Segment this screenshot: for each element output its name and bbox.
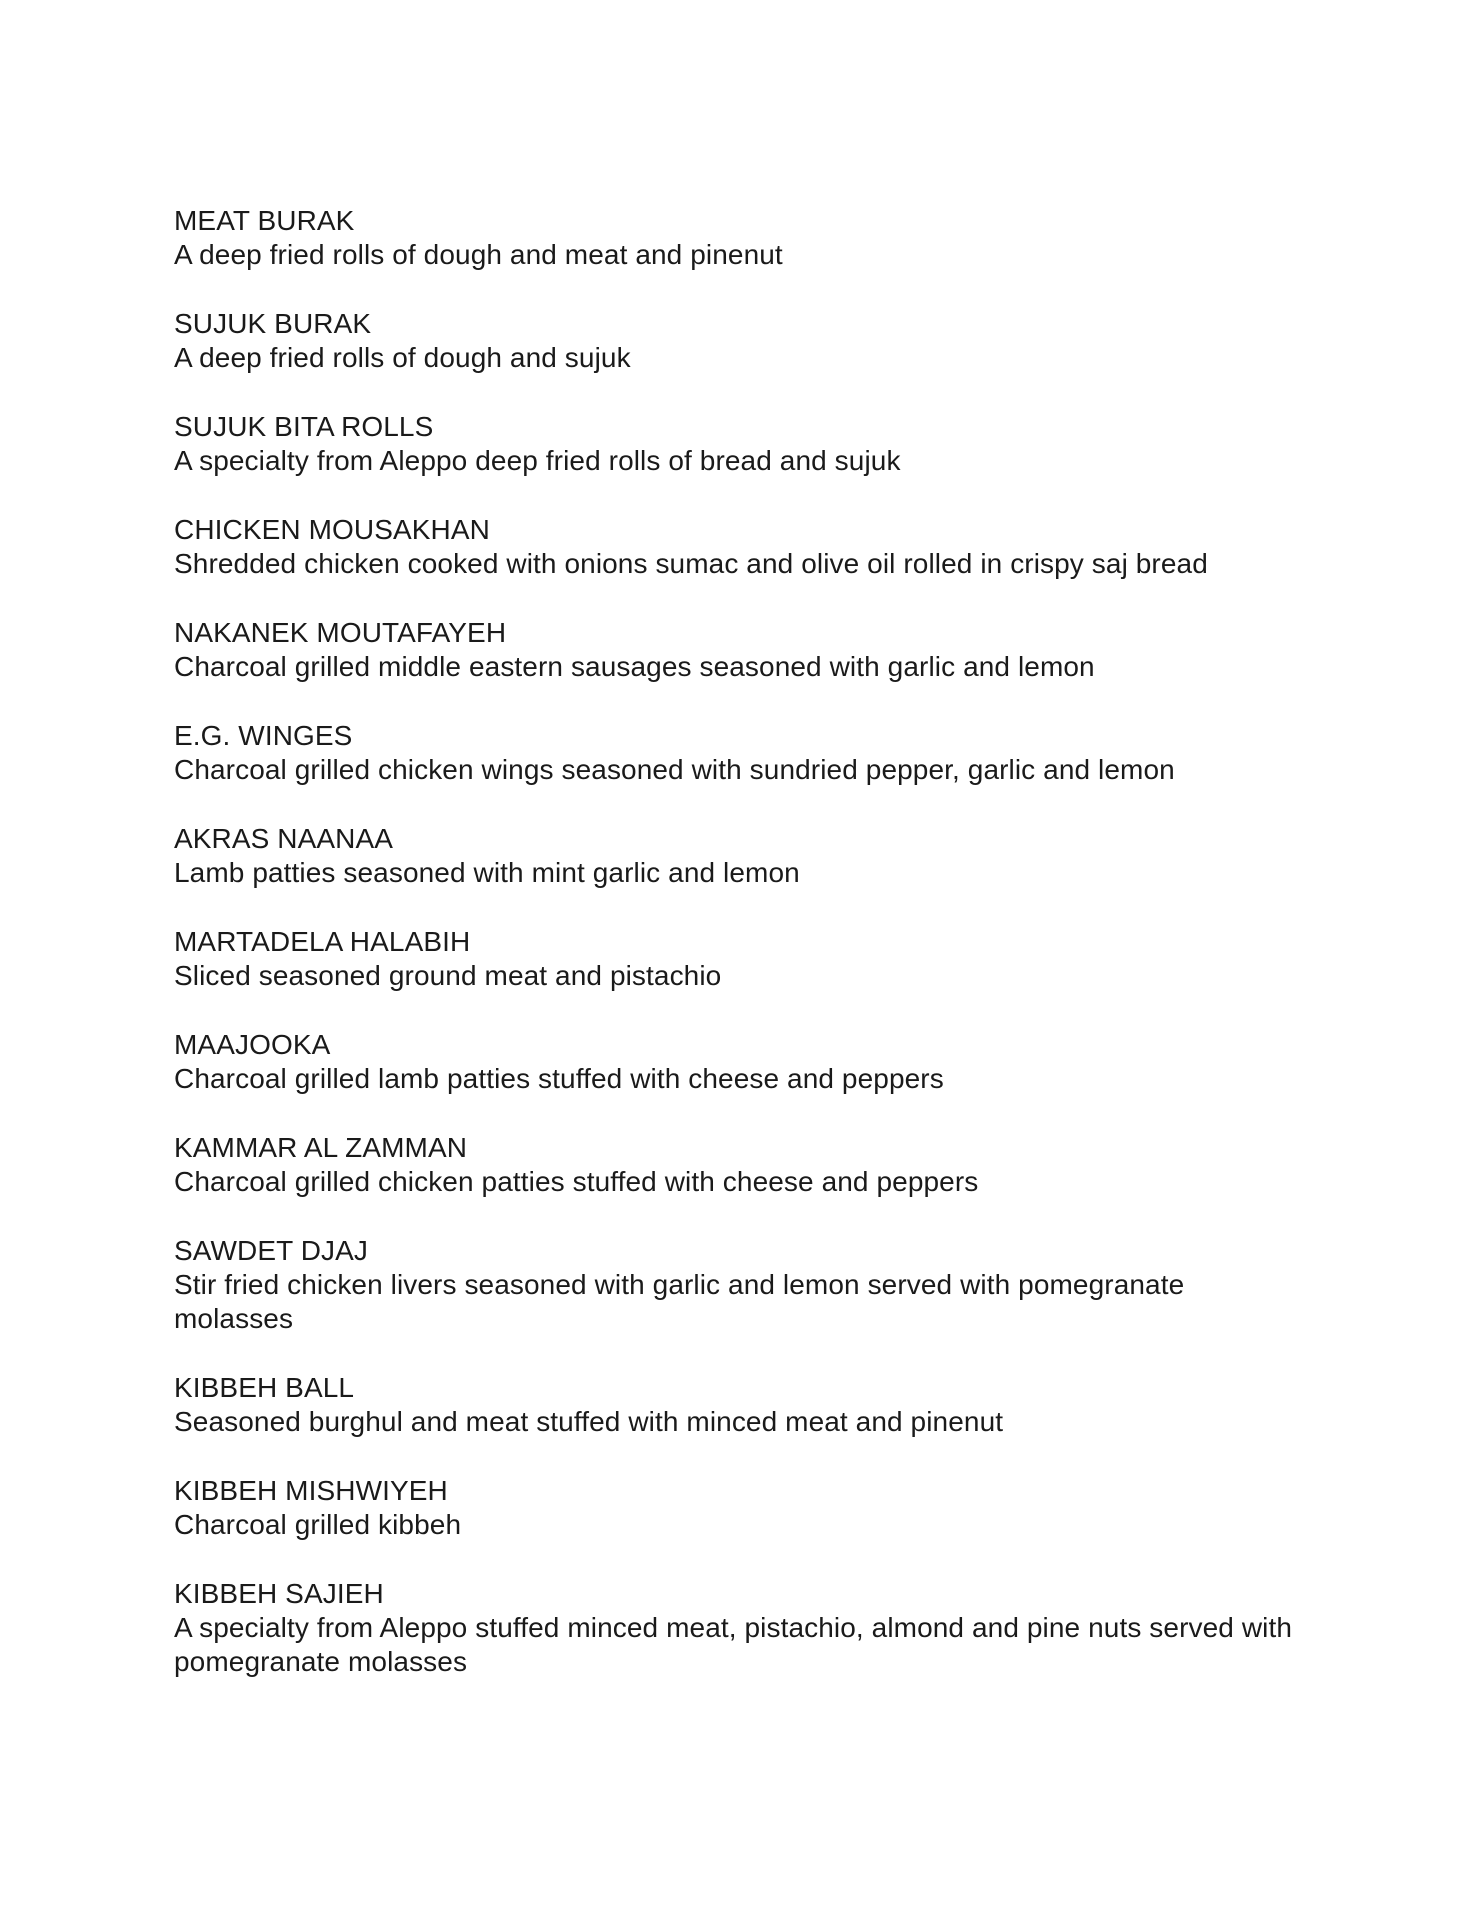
- item-name: MARTADELA HALABIH: [174, 926, 471, 957]
- item-name: CHICKEN MOUSAKHAN: [174, 514, 490, 545]
- item-description: A specialty from Aleppo stuffed minced meat, pistachio, almond and pine nuts served with pomegranate molasses: [174, 1612, 1293, 1677]
- item-description: A deep fried rolls of dough and meat and pinenut: [174, 239, 783, 270]
- item-description: A deep fried rolls of dough and sujuk: [174, 342, 631, 373]
- item-description: Charcoal grilled middle eastern sausages seasoned with garlic and lemon: [174, 651, 1095, 682]
- menu-item-sawdet-djaj: [174, 1234, 1294, 1336]
- item-description: Shredded chicken cooked with onions sumac and olive oil rolled in crispy saj bread: [174, 548, 1208, 579]
- item-name: AKRAS NAANAA: [174, 823, 394, 854]
- menu-item-sujuk-burak: [174, 307, 1294, 375]
- menu-item-kammar-al-zamman: [174, 1131, 1294, 1199]
- item-name: KIBBEH MISHWIYEH: [174, 1475, 448, 1506]
- item-description: Seasoned burghul and meat stuffed with minced meat and pinenut: [174, 1406, 1004, 1437]
- item-name: NAKANEK MOUTAFAYEH: [174, 617, 507, 648]
- menu-item-kibbeh-mishwiyeh: [174, 1474, 1294, 1542]
- menu-item-eg-winges: [174, 719, 1294, 787]
- item-description: Lamb patties seasoned with mint garlic and lemon: [174, 857, 800, 888]
- menu-item-nakanek-moutafayeh: [174, 616, 1294, 684]
- menu-page: [174, 204, 1294, 1714]
- item-description: Sliced seasoned ground meat and pistachio: [174, 960, 722, 991]
- menu-item-kibbeh-ball: [174, 1371, 1294, 1439]
- item-description: Charcoal grilled chicken patties stuffed with cheese and peppers: [174, 1166, 979, 1197]
- item-name: SUJUK BURAK: [174, 308, 372, 339]
- item-name: MEAT BURAK: [174, 205, 355, 236]
- item-name: MAAJOOKA: [174, 1029, 331, 1060]
- menu-item-sujuk-bita-rolls: [174, 410, 1294, 478]
- item-description: Charcoal grilled lamb patties stuffed with cheese and peppers: [174, 1063, 944, 1094]
- item-name: SAWDET DJAJ: [174, 1235, 369, 1266]
- item-description: Charcoal grilled chicken wings seasoned with sundried pepper, garlic and lemon: [174, 754, 1175, 785]
- menu-item-akras-naanaa: [174, 822, 1294, 890]
- item-description: Stir fried chicken livers seasoned with garlic and lemon served with pomegranate molasses: [174, 1269, 1185, 1334]
- item-name: KIBBEH BALL: [174, 1372, 355, 1403]
- item-name: KIBBEH SAJIEH: [174, 1578, 384, 1609]
- item-description: A specialty from Aleppo deep fried rolls of bread and sujuk: [174, 445, 901, 476]
- item-name: E.G. WINGES: [174, 720, 353, 751]
- menu-item-maajooka: [174, 1028, 1294, 1096]
- item-name: SUJUK BITA ROLLS: [174, 411, 434, 442]
- menu-item-chicken-mousakhan: [174, 513, 1294, 581]
- item-name: KAMMAR AL ZAMMAN: [174, 1132, 468, 1163]
- item-description: Charcoal grilled kibbeh: [174, 1509, 462, 1540]
- menu-item-kibbeh-sajieh: [174, 1577, 1294, 1679]
- menu-item-martadela-halabih: [174, 925, 1294, 993]
- menu-item-meat-burak: [174, 204, 1294, 272]
